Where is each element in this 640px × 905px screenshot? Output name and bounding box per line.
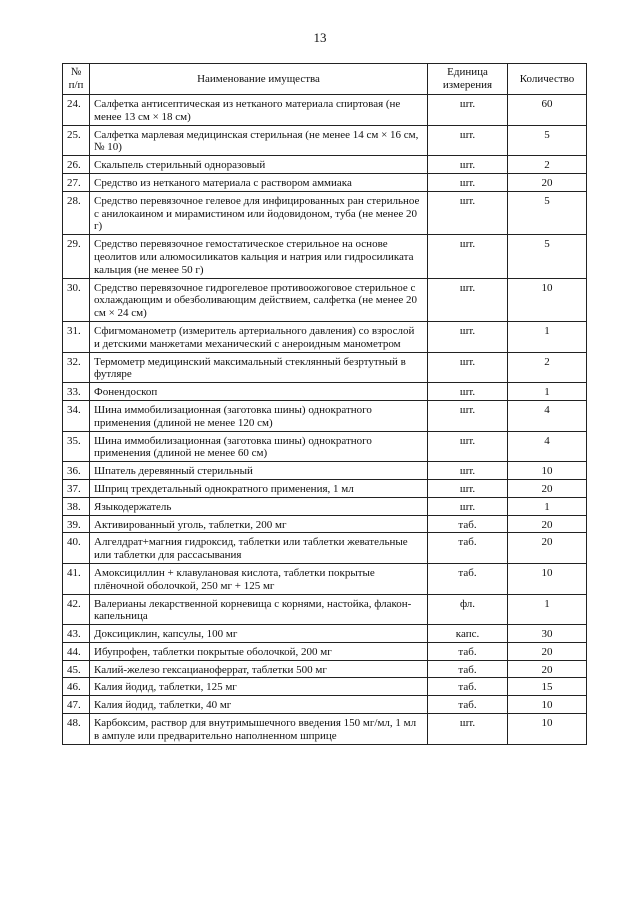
- table-row: [63, 678, 587, 696]
- item-unit: шт.: [428, 95, 508, 126]
- item-quantity: 20: [508, 173, 587, 191]
- row-number: 42.: [63, 594, 90, 625]
- item-name: Ибупрофен, таблетки покрытые оболочкой, 200 мг: [90, 642, 428, 660]
- item-unit: таб.: [428, 678, 508, 696]
- item-unit: шт.: [428, 400, 508, 431]
- item-quantity: 1: [508, 383, 587, 401]
- table-body: [63, 95, 587, 745]
- row-number: 45.: [63, 660, 90, 678]
- table-row: [63, 95, 587, 126]
- table-row: [63, 383, 587, 401]
- table-row: [63, 563, 587, 594]
- table-row: [63, 479, 587, 497]
- item-unit: шт.: [428, 321, 508, 352]
- table-row: [63, 594, 587, 625]
- item-quantity: 20: [508, 642, 587, 660]
- row-number: 25.: [63, 125, 90, 156]
- item-quantity: 10: [508, 563, 587, 594]
- item-unit: шт.: [428, 383, 508, 401]
- item-name: Фонендоскоп: [90, 383, 428, 401]
- item-quantity: 2: [508, 156, 587, 174]
- row-number: 43.: [63, 625, 90, 643]
- row-number: 36.: [63, 462, 90, 480]
- table-row: [63, 321, 587, 352]
- table-row: [63, 156, 587, 174]
- row-number: 46.: [63, 678, 90, 696]
- header-unit: Единица измерения: [428, 64, 508, 95]
- item-name: Средство из нетканого материала с раствором аммиака: [90, 173, 428, 191]
- table-row: [63, 625, 587, 643]
- row-number: 38.: [63, 497, 90, 515]
- item-quantity: 60: [508, 95, 587, 126]
- table-row: [63, 714, 587, 745]
- item-quantity: 20: [508, 479, 587, 497]
- item-name: Калия йодид, таблетки, 125 мг: [90, 678, 428, 696]
- inventory-table: [62, 63, 587, 745]
- item-quantity: 2: [508, 352, 587, 383]
- row-number: 44.: [63, 642, 90, 660]
- item-name: Термометр медицинский максимальный стеклянный безртутный в футляре: [90, 352, 428, 383]
- item-name: Шина иммобилизационная (заготовка шины) однократного применения (длиной не менее 120 см): [90, 400, 428, 431]
- item-quantity: 20: [508, 533, 587, 564]
- row-number: 40.: [63, 533, 90, 564]
- item-quantity: 20: [508, 660, 587, 678]
- table-row: [63, 696, 587, 714]
- row-number: 31.: [63, 321, 90, 352]
- table-row: [63, 352, 587, 383]
- item-unit: капс.: [428, 625, 508, 643]
- item-quantity: 5: [508, 125, 587, 156]
- row-number: 41.: [63, 563, 90, 594]
- table-row: [63, 235, 587, 278]
- row-number: 37.: [63, 479, 90, 497]
- item-unit: шт.: [428, 497, 508, 515]
- item-name: Калий-железо гексацианоферрат, таблетки 500 мг: [90, 660, 428, 678]
- item-quantity: 4: [508, 431, 587, 462]
- item-name: Алгелдрат+магния гидроксид, таблетки или таблетки жевательные или таблетки для рассасывания: [90, 533, 428, 564]
- table-row: [63, 515, 587, 533]
- item-quantity: 1: [508, 321, 587, 352]
- page-number: 13: [313, 30, 327, 45]
- table-row: [63, 125, 587, 156]
- item-name: Языкодержатель: [90, 497, 428, 515]
- item-name: Валерианы лекарственной корневища с корнями, настойка, флакон-капельница: [90, 594, 428, 625]
- row-number: 30.: [63, 278, 90, 321]
- item-unit: шт.: [428, 431, 508, 462]
- item-name: Шприц трехдетальный однократного применения, 1 мл: [90, 479, 428, 497]
- item-name: Салфетка марлевая медицинская стерильная (не менее 14 см × 16 см, № 10): [90, 125, 428, 156]
- item-unit: таб.: [428, 515, 508, 533]
- item-unit: шт.: [428, 714, 508, 745]
- row-number: 27.: [63, 173, 90, 191]
- item-name: Доксициклин, капсулы, 100 мг: [90, 625, 428, 643]
- row-number: 39.: [63, 515, 90, 533]
- item-unit: шт.: [428, 479, 508, 497]
- item-name: Калия йодид, таблетки, 40 мг: [90, 696, 428, 714]
- item-unit: шт.: [428, 125, 508, 156]
- row-number: 47.: [63, 696, 90, 714]
- item-name: Шина иммобилизационная (заготовка шины) однократного применения (длиной не менее 60 см): [90, 431, 428, 462]
- row-number: 48.: [63, 714, 90, 745]
- table-header-row: [63, 64, 587, 95]
- item-quantity: 20: [508, 515, 587, 533]
- item-unit: шт.: [428, 191, 508, 234]
- item-unit: таб.: [428, 660, 508, 678]
- item-unit: шт.: [428, 156, 508, 174]
- item-name: Амоксициллин + клавулановая кислота, таблетки покрытые плёночной оболочкой, 250 мг + 125 мг: [90, 563, 428, 594]
- item-name: Шпатель деревянный стерильный: [90, 462, 428, 480]
- row-number: 32.: [63, 352, 90, 383]
- item-name: Активированный уголь, таблетки, 200 мг: [90, 515, 428, 533]
- item-unit: фл.: [428, 594, 508, 625]
- table-row: [63, 191, 587, 234]
- header-quantity: Количество: [508, 64, 587, 95]
- item-unit: таб.: [428, 696, 508, 714]
- table-row: [63, 173, 587, 191]
- row-number: 35.: [63, 431, 90, 462]
- row-number: 29.: [63, 235, 90, 278]
- item-name: Салфетка антисептическая из нетканого материала спиртовая (не менее 13 см × 18 см): [90, 95, 428, 126]
- item-quantity: 4: [508, 400, 587, 431]
- item-quantity: 15: [508, 678, 587, 696]
- item-quantity: 10: [508, 278, 587, 321]
- table-row: [63, 431, 587, 462]
- item-name: Средство перевязочное гемостатическое стерильное на основе цеолитов или алюмосиликатов кальция и натрия или гидросиликата кальция (не менее 50 г): [90, 235, 428, 278]
- item-unit: шт.: [428, 352, 508, 383]
- header-number: № п/п: [63, 64, 90, 95]
- item-quantity: 10: [508, 714, 587, 745]
- header-item-name: Наименование имущества: [90, 64, 428, 95]
- item-name: Скальпель стерильный одноразовый: [90, 156, 428, 174]
- item-name: Средство перевязочное гидрогелевое противоожоговое стерильное с охлаждающим и обезболивающим действием, салфетка (не менее 20 см × 24 см): [90, 278, 428, 321]
- item-quantity: 5: [508, 191, 587, 234]
- item-unit: шт.: [428, 235, 508, 278]
- item-unit: таб.: [428, 533, 508, 564]
- item-unit: шт.: [428, 173, 508, 191]
- row-number: 28.: [63, 191, 90, 234]
- table-row: [63, 400, 587, 431]
- item-quantity: 1: [508, 497, 587, 515]
- row-number: 24.: [63, 95, 90, 126]
- item-unit: таб.: [428, 563, 508, 594]
- table-row: [63, 660, 587, 678]
- item-name: Сфигмоманометр (измеритель артериального давления) со взрослой и детскими манжетами механический с анероидным манометром: [90, 321, 428, 352]
- item-quantity: 10: [508, 462, 587, 480]
- item-unit: шт.: [428, 278, 508, 321]
- item-quantity: 1: [508, 594, 587, 625]
- table-row: [63, 642, 587, 660]
- table-row: [63, 533, 587, 564]
- row-number: 26.: [63, 156, 90, 174]
- item-quantity: 5: [508, 235, 587, 278]
- table-row: [63, 497, 587, 515]
- item-unit: таб.: [428, 642, 508, 660]
- table-row: [63, 462, 587, 480]
- row-number: 33.: [63, 383, 90, 401]
- table-row: [63, 278, 587, 321]
- item-unit: шт.: [428, 462, 508, 480]
- item-name: Средство перевязочное гелевое для инфицированных ран стерильное с анилокаином и мирамистином или йодовидоном, туба (не менее 20 г): [90, 191, 428, 234]
- row-number: 34.: [63, 400, 90, 431]
- item-name: Карбоксим, раствор для внутримышечного введения 150 мг/мл, 1 мл в ампуле или предварительно наполненном шприце: [90, 714, 428, 745]
- item-quantity: 30: [508, 625, 587, 643]
- item-quantity: 10: [508, 696, 587, 714]
